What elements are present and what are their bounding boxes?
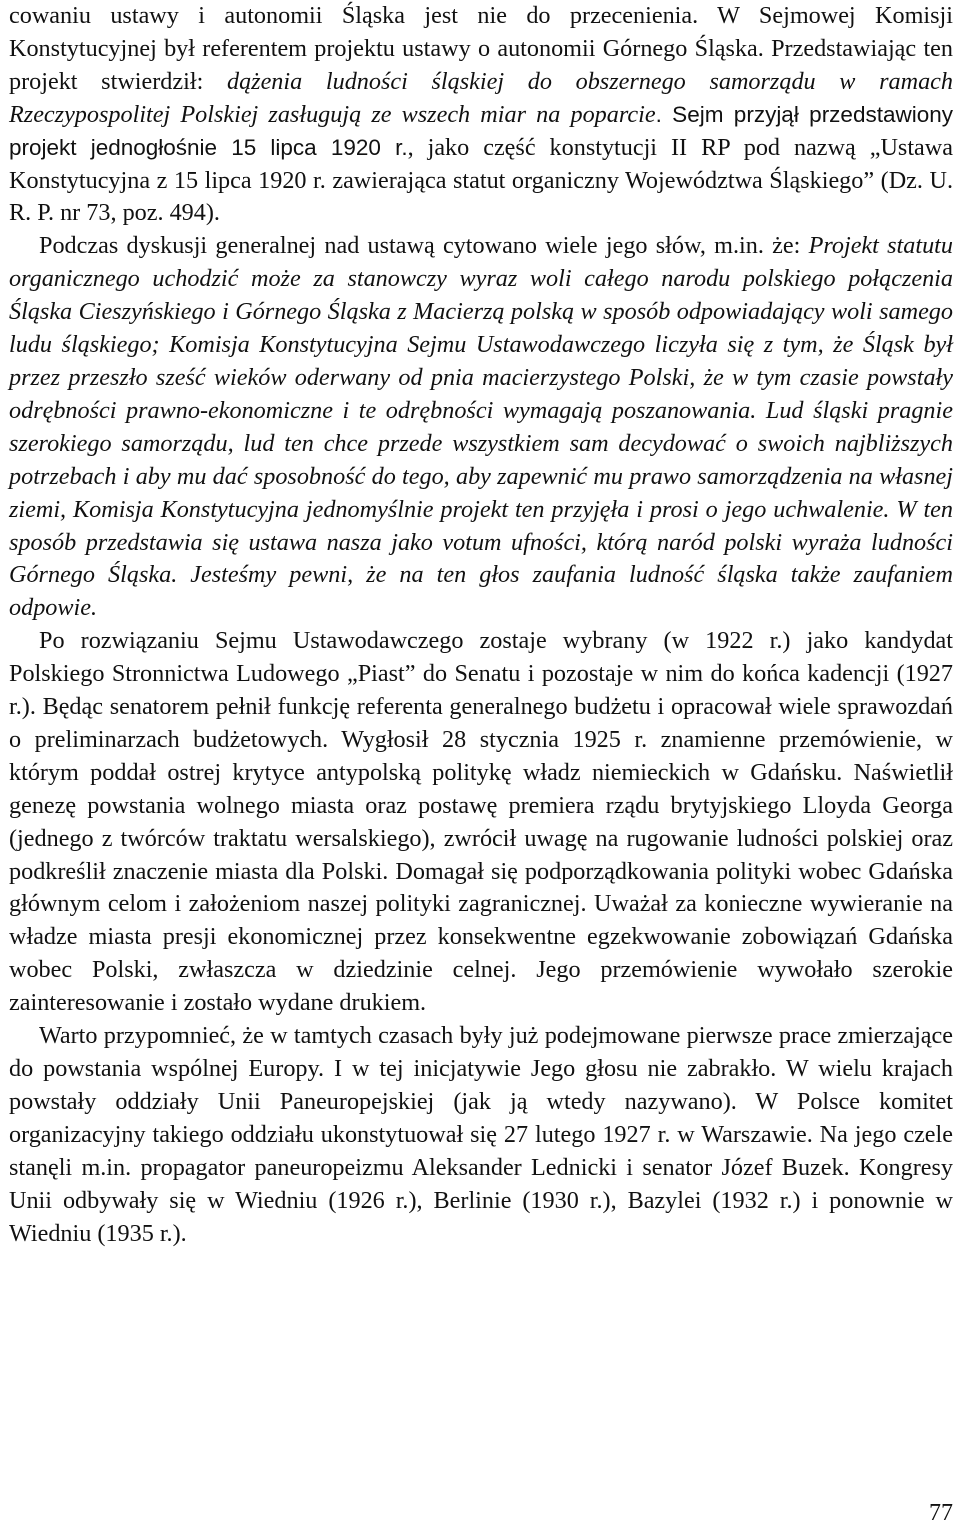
paragraph-1-opening: cowaniu ustawy i autonomii Śląska jest nie do przecenienia. W Sejmowej Komisji Konstytucyjnej był referentem projektu ustawy o autonomii Górnego Śląska. Przedstawiając ten projekt stwierdził:	[9, 2, 953, 95]
paragraph-1-closing: , jako część konstytucji II RP pod nazwą „Ustawa Konstytucyjna z 15 lipca 1920 r. zawierająca statut organiczny Województwa Śląskiego” (Dz. U. R. P. nr 73, poz. 494).	[9, 133, 953, 227]
page-number: 77	[929, 1500, 953, 1526]
paragraph-1	[9, 0, 953, 230]
paragraph-2	[9, 230, 953, 625]
quoted-speech: Projekt statutu organicznego uchodzić może za stanowczy wyraz woli całego narodu polskiego połączenia Śląska Cieszyńskiego i Górnego Śląska z Macierzą polską w sposób odpowiadający woli samego ludu śląskiego; Komisja Konstytucyjna Sejmu Ustawodawczego liczyła się z tym, że Śląsk był przez przeszło sześć wieków oderwany od pnia macierzystego Polski, że w tym czasie powstały odrębności prawno-ekonomiczne i te odrębności wymagają poszanowania. Lud śląski pragnie szerokiego samorządu, lud ten chce przede wszystkiem sam decydować o swoich najbliższych potrzebach i aby mu dać sposobność do tego, aby zapewnić mu prawo samorządzenia na własnej ziemi, Komisja Konstytucyjna jednomyślnie projekt ten przyjęła i prosi o jego uchwalenie. W ten sposób przedstawia się ustawa nasza jako votum ufności, którą naród polski wyraża ludności Górnego Śląska. Jesteśmy pewni, że na ten głos zaufania ludność śląska także zaufaniem odpowie.	[9, 232, 953, 622]
paragraph-3: Po rozwiązaniu Sejmu Ustawodawczego zostaje wybrany (w 1922 r.) jako kandydat Polskiego Stronnictwa Ludowego „Piast” do Senatu i pozostaje w nim do końca kadencji (1927 r.). Będąc senatorem pełnił funkcję referenta generalnego budżetu i opracował wiele sprawozdań o preliminarzach budżetowych. Wygłosił 28 stycznia 1925 r. znamienne przemówienie, w którym poddał ostrej krytyce antypolską politykę władz niemieckich w Gdańsku. Naświetlił genezę powstania wolnego miasta oraz postawę premiera rządu brytyjskiego Lloyda Georga (jednego z twórców traktatu wersalskiego), zwrócił uwagę na rugowanie ludności polskiej oraz podkreślił znaczenie miasta dla Polski. Domagał się podporządkowania polityki wobec Gdańska głównym celom i założeniom naszej polityki zagranicznej. Uważał za konieczne wywieranie na władze miasta presji ekonomicznej przez konsekwentne egzekwowanie zobowiązań Gdańska wobec Polski, zwłaszcza w dziedzinie celnej. Jego przemówienie wywołało szerokie zainteresowanie i zostało wydane drukiem.	[9, 627, 953, 1017]
sejm-vote-sentence: . Sejm przyjął przedstawiony projekt jednogłośnie 15 lipca 1920 r.	[9, 101, 954, 160]
quoted-statement: dążenia ludności śląskiej do obszernego samorządu w ramach Rzeczypospolitej Polskiej zasługują ze wszech miar na poparcie	[9, 67, 953, 128]
body-text	[9, 0, 953, 1250]
paragraph-4: Warto przypomnieć, że w tamtych czasach były już podejmowane pierwsze prace zmierzające do powstania wspólnej Europy. I w tej inicjatywie Jego głosu nie zabrakło. W wielu krajach powstały oddziały Unii Paneuropejskiej (jak ją wtedy nazywano). W Polsce komitet organizacyjny takiego oddziału ukonstytuował się 27 lutego 1927 r. w Warszawie. Na jego czele stanęli m.in. propagator paneuropeizmu Aleksander Lednicki i senator Józef Buzek. Kongresy Unii odbywały się w Wiedniu (1926 r.), Berlinie (1930 r.), Bazylei (1932 r.) i ponownie w Wiedniu (1935 r.).	[9, 1022, 953, 1247]
paragraph-2-intro: Podczas dyskusji generalnej nad ustawą cytowano wiele jego słów, m.in. że:	[39, 232, 809, 260]
